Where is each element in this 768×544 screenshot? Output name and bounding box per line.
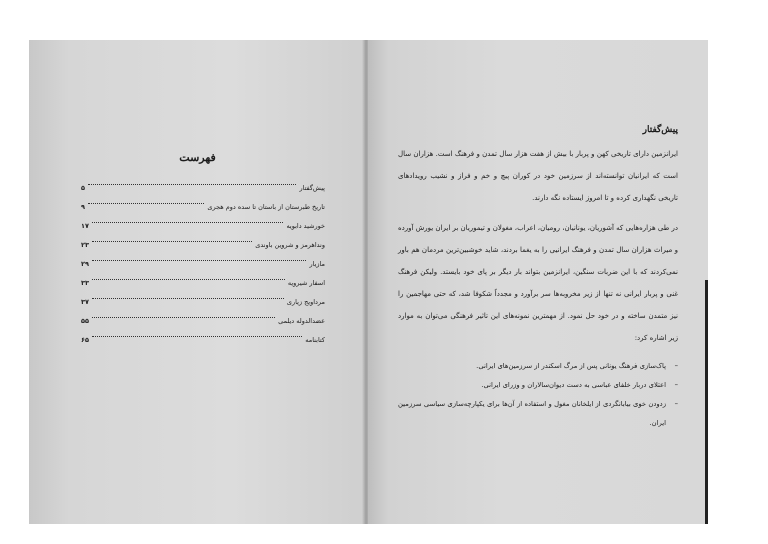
toc-entry-page: ۲۹: [81, 260, 89, 268]
toc-leader-dots: [92, 336, 302, 337]
toc-entry-page: ۶۵: [81, 336, 89, 344]
toc-leader-dots: [92, 241, 252, 242]
preface-bullet-list: [398, 357, 678, 433]
toc-entry-label: کتابنامه: [305, 336, 325, 344]
toc-entry-label: خورشید دابویه: [286, 222, 325, 230]
preface-paragraph: ایرانزمین دارای تاریخی کهن و پربار با بیش از هفت هزار سال تمدن و فرهنگ است. هزاران سال است که ایرانیان توانسته‌اند از سرزمین خود در کوران پیچ و خم و فراز و نشیب رویدادهای تاریخی نگهداری کرده و تا امروز ایستاده نگه دارند.: [398, 150, 678, 202]
toc-leader-dots: [92, 222, 284, 223]
preface-paragraph: در طی هزاره‌هایی که آشوریان، یونانیان، رومیان، اعراب، مغولان و تیموریان بر ایران یورش آورده و میراث هزاران سال تمدن و فرهنگ ایرانیی را به یغما بردند، شاید خوشبین‌ترین مردمان هم باور نمی‌کردند که با این ضربات سنگین، ایرانزمین بتواند بار دیگر بر پای خود بایستد. ولیکن فرهنگ غنی و پربار ایرانی نه تنها از زیر مخروبه‌ها سر برآورد و مجدداً شکوفا شد، که حتی مهاجمین را نیز متمدن ساخته و در خود حل نمود. از مهمترین نمونه‌های این تاثیر فرهنگی می‌توان به موارد زیر اشاره کرد:: [398, 224, 678, 342]
toc-entry: [81, 274, 325, 293]
toc-entry: [81, 255, 325, 274]
toc-entry: [81, 331, 325, 350]
toc-leader-dots: [88, 203, 204, 204]
preface-page: [368, 40, 708, 524]
preface-bullet: – پاک‌سازی فرهنگ یونانی پس از مرگ اسکندر از سرزمین‌های ایرانی.: [398, 357, 678, 376]
toc-entry: [81, 293, 325, 312]
preface-bullet: – اعتلای دربار خلفای عباسی به دست دیوان‌سالاران و وزرای ایرانی.: [398, 376, 678, 395]
toc-entry: [81, 217, 325, 236]
toc-entry-page: ۳۷: [81, 298, 89, 306]
toc-entry: [81, 198, 325, 217]
toc-entry-label: عضدالدوله دیلمی: [278, 317, 325, 325]
toc-entry-label: مرداویج زیاری: [286, 298, 325, 306]
toc-entry-page: ۵۵: [81, 317, 89, 325]
toc-entry-page: ۵: [81, 184, 85, 192]
toc-entry: [81, 236, 325, 255]
toc-entry-label: پیش‌گفتار: [299, 184, 325, 192]
preface-body: [398, 143, 678, 433]
toc-entry: [81, 312, 325, 331]
toc-leader-dots: [92, 279, 285, 280]
toc-entry: [81, 179, 325, 198]
toc-leader-dots: [92, 260, 307, 261]
preface-bullet: – زدودن خوی بیابانگردی از ایلخانان مغول و استفاده از آن‌ها برای یکپارچه‌سازی سیاسی سرزمین ایران.: [398, 395, 678, 433]
toc-entry-page: ۲۳: [81, 241, 89, 249]
toc-leader-dots: [88, 184, 297, 185]
toc-leader-dots: [92, 317, 275, 318]
toc-entry-label: ونداهرمز و شروین باوندی: [255, 241, 325, 249]
toc-entry-page: ۱۷: [81, 222, 89, 230]
toc-leader-dots: [92, 298, 284, 299]
toc-entry-label: اسفار شیرویه: [287, 279, 325, 287]
preface-title: پیش‌گفتار: [642, 125, 678, 135]
toc-list: [81, 179, 325, 350]
toc-entry-label: تاریخ طبرستان از باستان تا سده دوم هجری: [207, 203, 325, 211]
page-edge-line: [705, 280, 708, 524]
toc-entry-label: مازیار: [309, 260, 325, 268]
toc-title: فهرست: [179, 151, 216, 164]
toc-entry-page: ۹: [81, 203, 85, 211]
toc-entry-page: ۳۳: [81, 279, 89, 287]
toc-page: [29, 40, 366, 524]
